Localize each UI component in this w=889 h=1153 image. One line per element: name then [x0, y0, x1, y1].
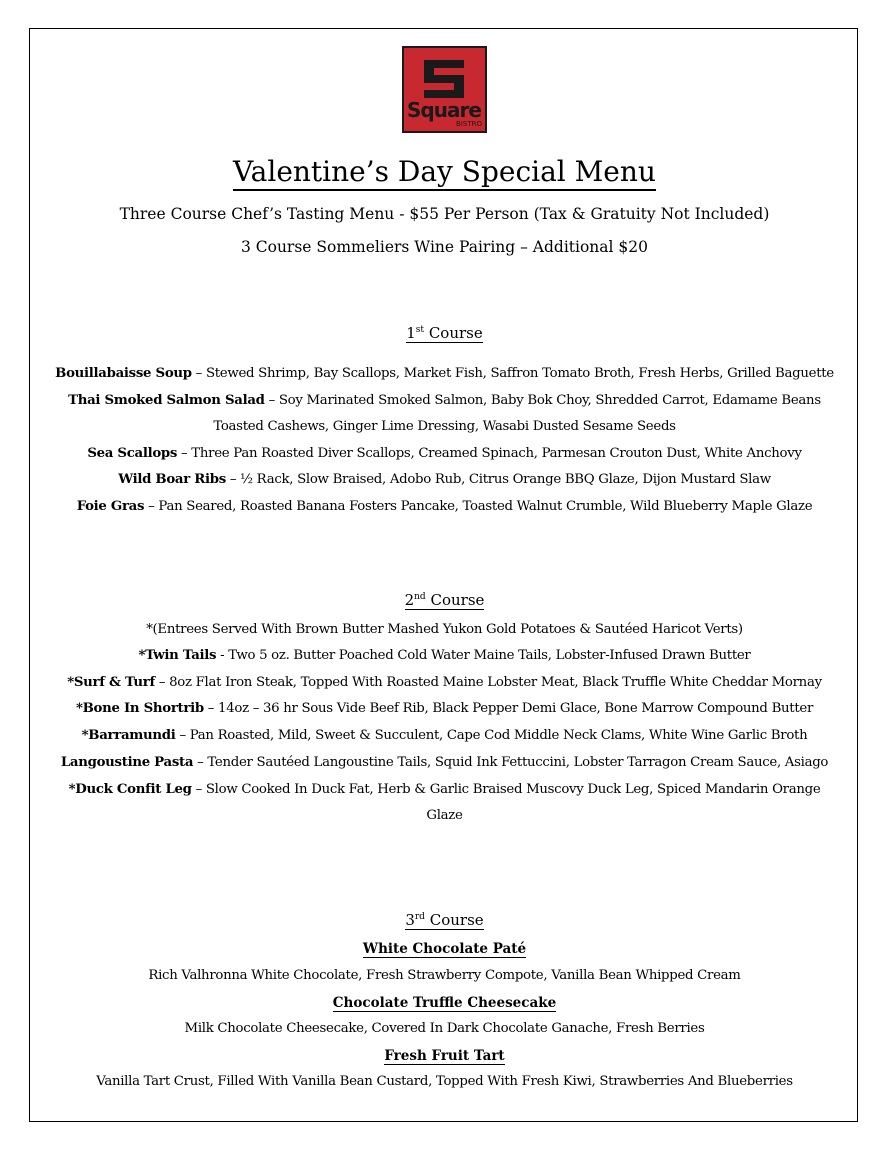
menu-item-continued: Glaze [426, 808, 463, 823]
menu-item: *Twin Tails - Two 5 oz. Butter Poached Cold Water Maine Tails, Lobster-Infused Drawn Butter [138, 648, 751, 663]
tasting-menu-price: Three Course Chef’s Tasting Menu - $55 Per Person (Tax & Gratuity Not Included) [119, 205, 770, 223]
menu-item: *Surf & Turf – 8oz Flat Iron Steak, Topped With Roasted Maine Lobster Meat, Black Truffle White Cheddar Mornay [67, 675, 822, 690]
menu-item: Langoustine Pasta – Tender Sautéed Langoustine Tails, Squid Ink Fettuccini, Lobster Tarragon Cream Sauce, Asiago [60, 755, 829, 770]
menu-item: Wild Boar Ribs – ½ Rack, Slow Braised, Adobo Rub, Citrus Orange BBQ Glaze, Dijon Mustard Slaw [118, 472, 771, 487]
course-2-heading: 2nd Course [404, 591, 485, 609]
menu-item: Sea Scallops – Three Pan Roasted Diver Scallops, Creamed Spinach, Parmesan Crouton Dust, White Anchovy [87, 446, 802, 461]
dessert-name: Chocolate Truffle Cheesecake [332, 995, 557, 1011]
logo-word: Square [407, 98, 481, 122]
dessert-description: Milk Chocolate Cheesecake, Covered In Dark Chocolate Ganache, Fresh Berries [184, 1021, 705, 1036]
menu-title: Valentine’s Day Special Menu [0, 152, 889, 192]
menu-item: Bouillabaisse Soup – Stewed Shrimp, Bay Scallops, Market Fish, Saffron Tomato Broth, Fresh Herbs, Grilled Baguette [55, 366, 834, 381]
menu-item: Foie Gras – Pan Seared, Roasted Banana Fosters Pancake, Toasted Walnut Crumble, Wild Blueberry Maple Glaze [76, 499, 813, 514]
square-bistro-logo [402, 46, 487, 133]
course-3-heading: 3rd Course [405, 911, 484, 929]
dessert-name: White Chocolate Paté [362, 941, 527, 957]
entree-note: *(Entrees Served With Brown Butter Mashed Yukon Gold Potatoes & Sautéed Haricot Verts) [146, 622, 743, 637]
dessert-name: Fresh Fruit Tart [384, 1048, 505, 1064]
dessert-description: Vanilla Tart Crust, Filled With Vanilla Bean Custard, Topped With Fresh Kiwi, Strawberries And Blueberries [96, 1074, 793, 1089]
logo-sub: BISTRO [456, 120, 482, 128]
menu-item: Thai Smoked Salmon Salad – Soy Marinated Smoked Salmon, Baby Bok Choy, Shredded Carrot, Edamame Beans [68, 393, 821, 408]
menu-item: *Barramundi – Pan Roasted, Mild, Sweet & Succulent, Cape Cod Middle Neck Clams, White Wine Garlic Broth [81, 728, 808, 743]
menu-item: *Bone In Shortrib – 14oz – 36 hr Sous Vide Beef Rib, Black Pepper Demi Glace, Bone Marrow Compound Butter [75, 701, 814, 716]
menu-item-continued: Toasted Cashews, Ginger Lime Dressing, Wasabi Dusted Sesame Seeds [213, 419, 676, 434]
wine-pairing-price: 3 Course Sommeliers Wine Pairing – Additional $20 [240, 238, 649, 256]
dessert-description: Rich Valhronna White Chocolate, Fresh Strawberry Compote, Vanilla Bean Whipped Cream [148, 968, 741, 983]
s-mark-icon [424, 60, 464, 98]
menu-item: *Duck Confit Leg – Slow Cooked In Duck Fat, Herb & Garlic Braised Muscovy Duck Leg, Spiced Mandarin Orange [68, 782, 821, 797]
course-1-heading: 1st Course [406, 324, 483, 342]
